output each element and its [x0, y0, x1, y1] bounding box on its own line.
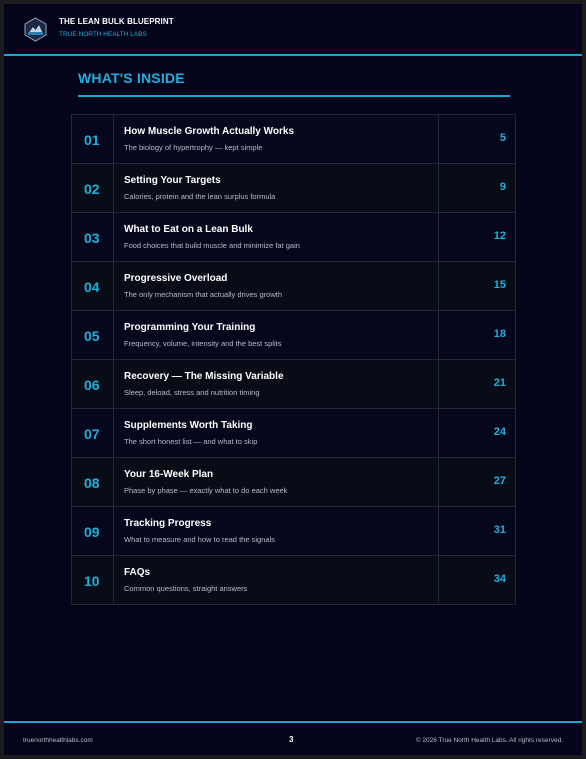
toc-number-cell	[72, 311, 114, 359]
toc-number: 05	[84, 328, 100, 344]
toc-page-number: 21	[493, 377, 506, 389]
toc-title: Tracking Progress	[124, 518, 212, 529]
toc-page-number: 24	[493, 426, 506, 438]
footer-page-number: 3	[289, 735, 294, 744]
toc-description: Food choices that build muscle and minimize fat gain	[124, 241, 300, 250]
toc-number-cell	[72, 164, 114, 212]
toc-row[interactable]	[72, 409, 515, 458]
toc-title: Setting Your Targets	[124, 175, 221, 186]
toc-row[interactable]	[72, 507, 515, 556]
toc-page-cell	[438, 507, 516, 555]
brand-title: THE LEAN BULK BLUEPRINT	[59, 17, 174, 26]
toc-number: 07	[84, 426, 100, 442]
toc-title: Your 16-Week Plan	[124, 469, 214, 480]
toc-page-number: 27	[493, 475, 506, 487]
toc-page-number: 31	[493, 524, 506, 536]
toc-page-cell	[438, 262, 516, 310]
document-page	[4, 4, 582, 755]
toc-number: 09	[84, 524, 100, 540]
toc-row[interactable]	[72, 311, 515, 360]
table-of-contents	[71, 114, 516, 605]
toc-page-cell	[438, 164, 516, 212]
toc-page-cell	[438, 458, 516, 506]
toc-page-number: 15	[493, 279, 506, 291]
toc-row[interactable]	[72, 458, 515, 507]
toc-page-cell	[438, 213, 516, 261]
toc-number: 02	[84, 181, 100, 197]
toc-description: Phase by phase — exactly what to do each week	[124, 486, 288, 495]
toc-number-cell	[72, 458, 114, 506]
toc-row[interactable]	[72, 556, 515, 604]
toc-title: Programming Your Training	[124, 322, 256, 333]
toc-description: Common questions, straight answers	[124, 584, 248, 593]
toc-page-cell	[438, 360, 516, 408]
toc-page-number: 12	[493, 230, 506, 242]
footer-website: truenorthhealthlabs.com	[23, 737, 93, 744]
toc-description: Calories, protein and the lean surplus formula	[124, 192, 276, 201]
toc-page-number: 34	[493, 573, 506, 585]
toc-page-number: 9	[499, 181, 506, 193]
footer-copyright: © 2026 True North Health Labs. All rights reserved.	[415, 737, 563, 744]
toc-number: 08	[84, 475, 100, 491]
toc-page-cell	[438, 409, 516, 457]
page-header	[4, 4, 582, 55]
section-title: WHAT'S INSIDE	[78, 70, 185, 86]
toc-number-cell	[72, 262, 114, 310]
footer-divider	[4, 721, 582, 723]
toc-title: What to Eat on a Lean Bulk	[124, 224, 253, 235]
toc-row[interactable]	[72, 164, 515, 213]
toc-number-cell	[72, 409, 114, 457]
toc-description: Sleep, deload, stress and nutrition timing	[124, 388, 260, 397]
toc-page-number: 5	[499, 132, 506, 144]
toc-description: The short honest list — and what to skip	[124, 437, 258, 446]
toc-title: Progressive Overload	[124, 273, 228, 284]
toc-number: 10	[84, 573, 100, 589]
toc-number-cell	[72, 213, 114, 261]
toc-row[interactable]	[72, 360, 515, 409]
toc-number: 03	[84, 230, 100, 246]
toc-row[interactable]	[72, 213, 515, 262]
toc-number: 06	[84, 377, 100, 393]
toc-page-cell	[438, 556, 516, 604]
toc-number: 01	[84, 132, 100, 148]
brand-subtitle: TRUE NORTH HEALTH LABS	[59, 31, 147, 38]
title-underline	[78, 95, 510, 97]
toc-title: FAQs	[124, 567, 151, 578]
toc-page-cell	[438, 115, 516, 163]
toc-description: Frequency, volume, intensity and the best splits	[124, 339, 282, 348]
header-divider	[4, 54, 582, 56]
toc-row[interactable]	[72, 115, 515, 164]
toc-page-cell	[438, 311, 516, 359]
toc-row[interactable]	[72, 262, 515, 311]
toc-number-cell	[72, 115, 114, 163]
mountain-emblem-icon	[23, 17, 48, 42]
toc-title: How Muscle Growth Actually Works	[124, 126, 295, 137]
toc-number: 04	[84, 279, 100, 295]
toc-title: Supplements Worth Taking	[124, 420, 253, 431]
toc-description: What to measure and how to read the signals	[124, 535, 275, 544]
toc-page-number: 18	[493, 328, 506, 340]
toc-number-cell	[72, 360, 114, 408]
toc-title: Recovery — The Missing Variable	[124, 371, 284, 382]
toc-description: The only mechanism that actually drives growth	[124, 290, 282, 299]
toc-number-cell	[72, 507, 114, 555]
toc-description: The biology of hypertrophy — kept simple	[124, 143, 263, 152]
toc-number-cell	[72, 556, 114, 604]
